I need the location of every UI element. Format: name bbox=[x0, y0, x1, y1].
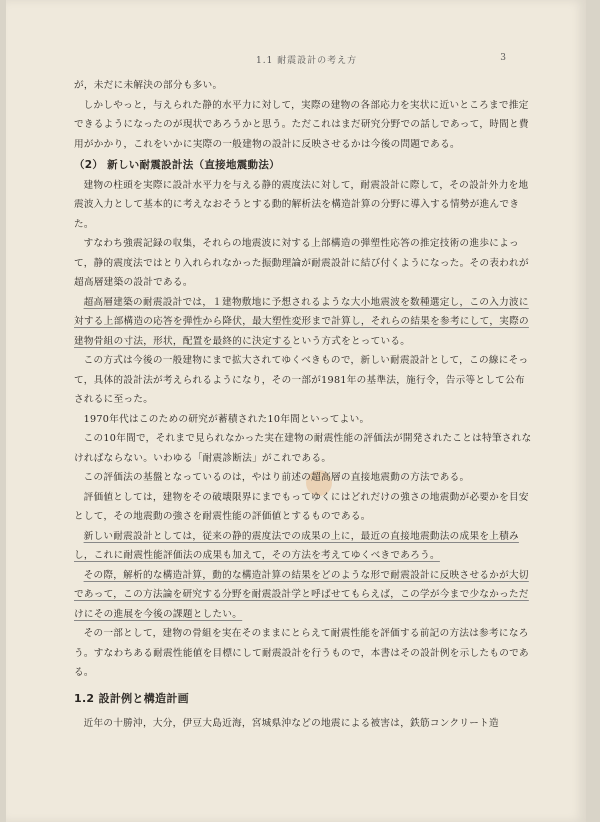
page-number: 3 bbox=[500, 53, 506, 63]
paragraph-underlined: 新しい耐震設計としては，従来の静的震度法での成果の上に，最近の直接地震動法の成果を上積みし，これに耐震性能評価法の成果も加えて，その方法を考えてゆくべきであろう。 bbox=[74, 530, 519, 561]
subsection-heading: （2） 新しい耐震設計法（直接地震動法） bbox=[74, 159, 280, 171]
paragraph: しかしやっと，与えられた静的水平力に対して，実際の建物の各部応力を実状に近いところまで推定できるようになったのが現状であろうかと思う。ただこれはまだ研究分野での話しであって，時間と費用がかかり，これをいかに実際の一般建物の設計に反映させるかは今後の問題である。 bbox=[74, 99, 529, 150]
paragraph: 評価値としては，建物をその破壊限界にまでもってゆくにはどれだけの強さの地震動が必要かを目安として，その地震動の強さを耐震性能の評価値とするものである。 bbox=[74, 491, 529, 522]
paragraph: この方式は今後の一般建物にまで拡大されてゆくべきもので，新しい耐震設計として，この線にそって，具体的設計法が考えられるようになり，その一部が1981年の基準法，施行令，告示等として公布されるに至った。 bbox=[74, 355, 529, 405]
paragraph: 近年の十勝沖，大分，伊豆大島近海，宮城県沖などの地震による被害は，鉄筋コンクリート造 bbox=[83, 718, 499, 729]
paragraph: すなわち強震記録の収集，それらの地震波に対する上部構造の弾塑性応答の推定技術の進歩によって，静的震度法ではとり入れられなかった振動理論が耐震設計に結び付くようになった。その表われが超高層建築の設計である。 bbox=[74, 238, 529, 288]
paragraph: 建物の柱頭を実際に設計水平力を与える静的震度法に対して，耐震設計に際して，その設計外力を地震波入力として基本的に考えなおそうとする動的解析法を構造計算の分野に導入する情勢が進んできた。 bbox=[74, 179, 529, 230]
paragraph: 1970年代はこのための研究が蓄積された10年間といってよい。 bbox=[83, 413, 370, 425]
page-header bbox=[66, 53, 506, 67]
paragraph: が，未だに未解決の部分も多い。 bbox=[74, 80, 223, 91]
document-page bbox=[6, 0, 586, 822]
paragraph: この10年間で，それまで見られなかった実在建物の耐震性能の評価法が開発されたことは特筆されなければならない。いわゆる「耐震診断法」がこれである。 bbox=[74, 433, 532, 464]
paragraph: その一部として，建物の骨組を実在そのままにとらえて耐震性能を評価する前記の方法は参考になろう。すなわちある耐震性能値を目標にして耐震設計を行うもので，本書はその設計例を示したものである。 bbox=[74, 628, 529, 678]
paragraph: この評価法の基盤となっているのは，やはり前述の超高層の直接地震動の方法である。 bbox=[83, 472, 470, 483]
body-text bbox=[74, 76, 534, 734]
paragraph-tail: という方式をとっている。 bbox=[291, 335, 411, 347]
section-heading: 1.2 設計例と構造計画 bbox=[74, 691, 189, 705]
paragraph bbox=[74, 293, 534, 352]
underlined-text: 超高層建築の耐震設計では，１建物敷地に予想されるような大小地震波を数種選定し，この入力波に対する上部構造の応答を弾性から降伏，最大塑性変形まで計算し，それらの結果を参考にして，実際の建物骨組の寸法，形状，配置を最終的に決定する bbox=[74, 296, 529, 347]
paragraph-underlined: その際，解析的な構造計算，動的な構造計算の結果をどのような形で耐震設計に反映させるかが大切であって，この方法論を研究する分野を耐震設計学と呼ばせてもらえば，この学が今まで少なかっただけにその進展を今後の課題としたい。 bbox=[74, 569, 529, 620]
running-title: 1.1 耐震設計の考え方 bbox=[256, 56, 358, 66]
